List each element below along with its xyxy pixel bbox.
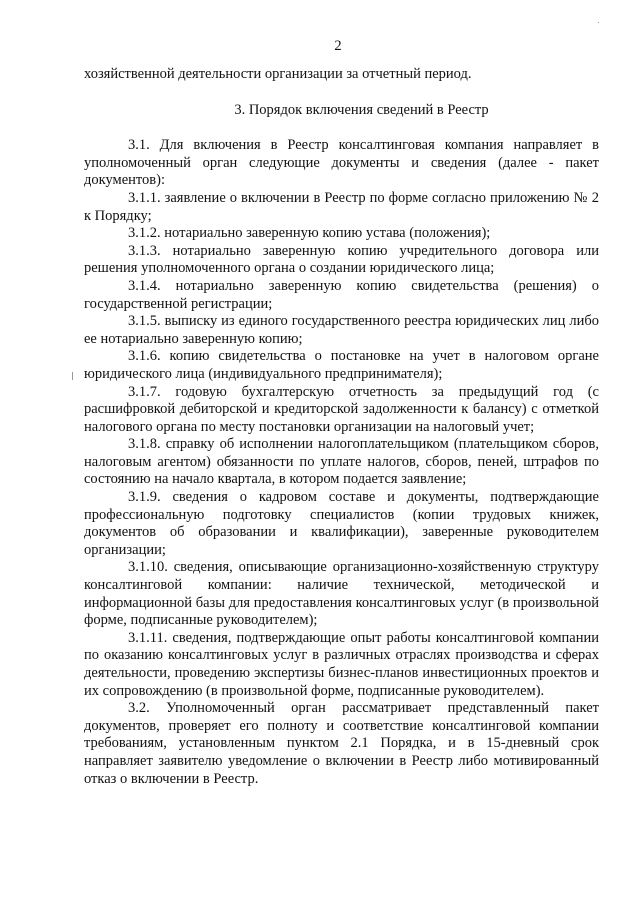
paragraph-3-1-10: 3.1.10. сведения, описывающие организационно-хозяйственную структуру консалтинговой компании: наличие технической, методической и информационной базы для предоставления консалтинговых услуг (в произвольной форме, подписанные руководителем); (84, 559, 599, 629)
intro-line: хозяйственной деятельности организации за отчетный период. (84, 66, 472, 82)
paragraph-3-1-7: 3.1.7. годовую бухгалтерскую отчетность за предыдущий год (с расшифровкой дебиторской и кредиторской задолженности к балансу) с отметкой налогового органа по месту постановки организации на налоговый учет; (84, 383, 599, 435)
paragraph-3-1-2: 3.1.2. нотариально заверенную копию устава (положения); (128, 225, 491, 242)
paragraph-3-1: 3.1. Для включения в Реестр консалтинговая компания направляет в уполномоченный орган следующие документы и сведения (далее - пакет документов): (84, 137, 599, 189)
scan-speck (72, 372, 73, 380)
paragraph-3-1-5: 3.1.5. выписку из единого государственного реестра юридических лиц либо ее нотариально заверенную копию; (84, 313, 599, 347)
paragraph-3-1-4: 3.1.4. нотариально заверенную копию свидетельства (решения) о государственной регистрации; (84, 277, 599, 312)
paragraph-3-2: 3.2. Уполномоченный орган рассматривает представленный пакет документов, проверяет его полноту и соответствие консалтинговой компании требованиям, установленным пунктом 2.1 Порядка, и в 15-дневный срок направляет заявителю уведомление о включении в Реестр либо мотивированный отказ о включении в Реестр. (84, 700, 599, 787)
paragraph-3-1-1: 3.1.1. заявление о включении в Реестр по форме согласно приложению № 2 к Порядку; (84, 189, 599, 224)
paragraph-3-1-9: 3.1.9. сведения о кадровом составе и документы, подтверждающие профессиональную подготовку специалистов (копии трудовых книжек, документов об образовании и квалификации), заверенные руководителем организации; (84, 489, 599, 558)
paragraph-3-1-6: 3.1.6. копию свидетельства о постановке на учет в налоговом органе юридического лица (индивидуального предпринимателя); (84, 348, 599, 382)
page-number: 2 (334, 38, 342, 54)
paragraph-3-1-8: 3.1.8. справку об исполнении налогоплательщиком (плательщиком сборов, налоговым агентом) обязанности по уплате налогов, сборов, пеней, штрафов по состоянию на начало квартала, в котором подается заявление; (84, 436, 599, 488)
paragraph-3-1-11: 3.1.11. сведения, подтверждающие опыт работы консалтинговой компании по оказанию консалтинговых услуг в различных отраслях производства и сферах деятельности, проведению экспертизы бизнес-планов инвестиционных проектов и их сопровождению (в произвольной форме, подписанные руководителем). (84, 629, 599, 699)
paragraph-3-1-3: 3.1.3. нотариально заверенную копию учредительного договора или решения уполномоченного органа о создании юридического лица; (84, 242, 599, 277)
scan-speck (598, 22, 599, 23)
document-body (84, 66, 599, 788)
section-title: 3. Порядок включения сведений в Реестр (234, 101, 489, 118)
